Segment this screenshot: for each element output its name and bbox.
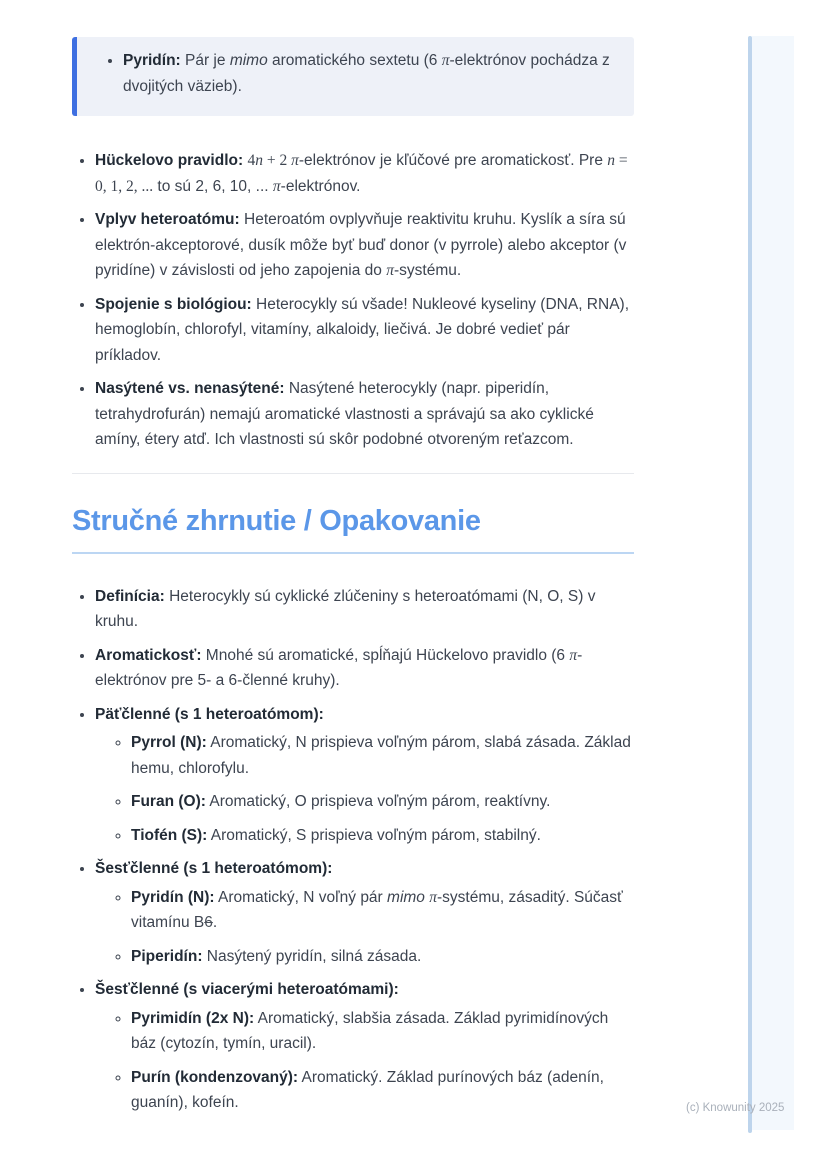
list-item: [131, 789, 634, 815]
list-item: [131, 1065, 634, 1116]
text-segment: π: [291, 152, 299, 169]
document-content: [72, 37, 634, 1124]
text-segment: Pyridín (N):: [131, 888, 215, 906]
text-segment: Šesťčlenné (s viacerými heteroatómami):: [95, 981, 399, 998]
text-segment: = 0, 1, 2, ...: [95, 152, 628, 195]
text-segment: Heterocykly sú cyklické zlúčeniny s heteroatómami (N, O, S) v kruhu.: [95, 587, 596, 630]
text-segment: mimo: [229, 52, 268, 69]
text-segment: Pyrimidín (2x N):: [131, 1009, 255, 1027]
text-segment: -elektrónov pre 5- a 6-členné kruhy).: [95, 646, 583, 689]
text-segment: Furan (O):: [131, 793, 206, 810]
list-item: [131, 823, 634, 849]
text-segment: π: [386, 262, 394, 279]
list-item: [131, 944, 634, 970]
sub-bullet-list: [95, 885, 634, 970]
text-segment: π: [441, 52, 450, 69]
text-segment: Pyrrol (N):: [131, 734, 207, 751]
page-edge-tint: [752, 36, 794, 1130]
list-item: [95, 643, 634, 694]
text-segment: Aromatický, O prispieva voľným párom, reaktívny.: [205, 793, 551, 810]
text-segment: n: [255, 152, 263, 169]
text-segment: aromatického sextetu (6: [267, 52, 442, 69]
section-divider: [72, 473, 634, 474]
text-segment: Aromatický, N voľný pár: [214, 888, 388, 906]
page-edge-line: [748, 36, 752, 1133]
list-item: [131, 885, 634, 936]
text-segment: Vplyv heteroatómu:: [95, 211, 240, 228]
text-segment: Aromatický, S prispieva voľným párom, stabilný.: [207, 826, 541, 844]
list-item: [95, 376, 634, 453]
text-segment: 4: [247, 152, 256, 169]
callout-box: [72, 37, 634, 116]
list-item: [95, 977, 634, 1116]
list-item: [131, 1006, 634, 1057]
text-segment: Aromatický, N prispieva voľným párom, slabá zásada. Základ hemu, chlorofylu.: [131, 734, 631, 777]
text-segment: Hückelovo pravidlo:: [95, 152, 244, 169]
text-segment: -elektrónov.: [280, 177, 361, 195]
text-segment: Pyridín:: [123, 52, 181, 69]
text-segment: n: [607, 152, 616, 169]
list-item: [95, 584, 634, 635]
callout-bullet-list: [77, 48, 610, 99]
section-heading: Stručné zhrnutie / Opakovanie: [72, 504, 634, 554]
text-segment: -systému, zásaditý. Súčasť vitamínu B: [131, 888, 623, 931]
sub-bullet-list: [95, 1006, 634, 1116]
text-segment: π: [429, 888, 437, 906]
text-segment: + 2: [262, 152, 292, 169]
text-segment: -elektrónov pochádza z dvojitých väzieb).: [123, 52, 610, 95]
text-segment: .: [212, 914, 218, 931]
text-segment: π: [569, 646, 578, 664]
text-segment: π: [272, 177, 281, 195]
list-item: [95, 856, 634, 969]
list-item: [131, 730, 634, 781]
text-segment: Tiofén (S):: [131, 826, 208, 844]
text-segment: Definícia:: [95, 587, 165, 605]
text-segment: 6: [204, 914, 213, 931]
summary-bullet-list: [72, 584, 634, 1116]
text-segment: Heterocykly sú všade! Nukleové kyseliny (DNA, RNA), hemoglobín, chlorofyl, vitamíny, alkaloidy, liečivá. Je dobré vedieť pár príkladov.: [95, 295, 630, 364]
list-item: [95, 702, 634, 849]
text-segment: mimo: [387, 888, 425, 906]
text-segment: Spojenie s biológiou:: [95, 295, 252, 313]
list-item: [95, 148, 634, 199]
text-segment: Aromatický, slabšia zásada. Základ pyrimidínových báz (cytozín, tymín, uracil).: [131, 1009, 609, 1052]
text-segment: Päťčlenné (s 1 heteroatómom):: [95, 705, 324, 723]
sub-bullet-list: [95, 730, 634, 848]
text-segment: Mnohé sú aromatické, spĺňajú Hückelovo pravidlo (6: [201, 646, 570, 664]
text-segment: Purín (kondenzovaný):: [131, 1068, 299, 1086]
text-segment: Nasýtený pyridín, silná zásada.: [202, 947, 422, 965]
list-item: [95, 207, 634, 284]
list-item: [95, 292, 634, 369]
text-segment: Piperidín:: [131, 947, 203, 965]
copyright-text: (c) Knowunity 2025: [686, 1102, 785, 1114]
text-segment: Aromatickosť:: [95, 646, 202, 664]
list-item: [123, 48, 610, 99]
text-segment: Šesťčlenné (s 1 heteroatómom):: [95, 860, 333, 877]
notes-bullet-list: [72, 148, 634, 453]
text-segment: to sú 2, 6, 10, ...: [153, 177, 273, 195]
text-segment: -systému.: [394, 262, 462, 279]
text-segment: Nasýtené heterocykly (napr. piperidín, tetrahydrofurán) nemajú aromatické vlastnosti a správajú sa ako cyklické amíny, étery atď. Ich vlastnosti sú skôr podobné otvoreným reťazcom.: [95, 380, 594, 448]
text-segment: Heteroatóm ovplyvňuje reaktivitu kruhu. Kyslík a síra sú elektrón-akceptorové, dusík môže byť buď donor (v pyrrole) alebo akceptor (v pyridíne) v závislosti od jeho zapojenia do: [95, 211, 627, 279]
text-segment: Pár je: [180, 52, 230, 69]
text-segment: Aromatický. Základ purínových báz (adenín, guanín), kofeín.: [131, 1068, 604, 1111]
text-segment: Nasýtené vs. nenasýtené:: [95, 380, 285, 397]
text-segment: -elektrónov je kľúčové pre aromatickosť. Pre: [298, 152, 608, 169]
